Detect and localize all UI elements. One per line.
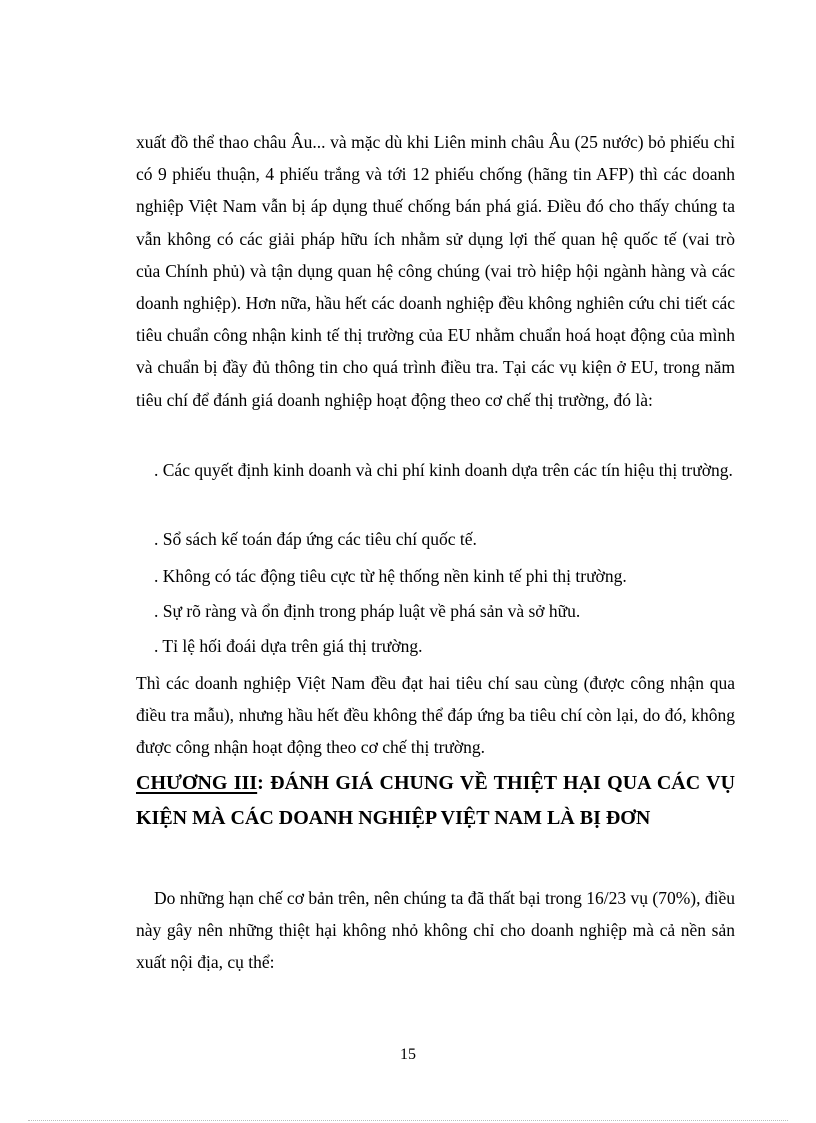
paragraph-intro: xuất đồ thể thao châu Âu... và mặc dù khi Liên minh châu Âu (25 nước) bỏ phiếu chỉ có 9 phiếu thuận, 4 phiếu trắng và tới 12 phiếu chống (hãng tin AFP) thì các doanh nghiệp Việt Nam vẫn bị áp dụng thuế chống bán phá giá. Điều đó cho thấy chúng ta vẫn không có các giải pháp hữu ích nhằm sử dụng lợi thế quan hệ quốc tế (vai trò của Chính phủ) và tận dụng quan hệ công chúng (vai trò hiệp hội ngành hàng và các doanh nghiệp). Hơn nữa, hầu hết các doanh nghiệp đều không nghiên cứu chi tiết các tiêu chuẩn công nhận kinh tế thị trường của EU nhằm chuẩn hoá hoạt động của mình và chuẩn bị đầy đủ thông tin cho quá trình điều tra. Tại các vụ kiện ở EU, trong năm tiêu chí để đánh giá doanh nghiệp hoạt động theo cơ chế thị trường, đó là: (136, 132, 735, 410)
chapter-title: : ĐÁNH GIÁ CHUNG VỀ THIỆT HẠI QUA CÁC VỤ KIỆN MÀ CÁC DOANH NGHIỆP VIỆT NAM LÀ BỊ ĐƠN (136, 772, 736, 829)
page-number: 15 (400, 1046, 416, 1063)
paragraph-closing: Do những hạn chế cơ bản trên, nên chúng ta đã thất bại trong 16/23 vụ (70%), điều này gây nên những thiệt hại không nhỏ không chỉ cho doanh nghiệp mà cả nền sản xuất nội địa, cụ thể: (136, 888, 736, 973)
criterion-item: . Sổ sách kế toán đáp ứng các tiêu chí quốc tế. (154, 529, 477, 549)
chapter-heading (136, 766, 735, 836)
criterion-item: . Sự rõ ràng và ổn định trong pháp luật về phá sản và sở hữu. (154, 601, 581, 621)
paragraph-conclusion: Thì các doanh nghiệp Việt Nam đều đạt hai tiêu chí sau cùng (được công nhận qua điều tra mẫu), nhưng hầu hết đều không thể đáp ứng ba tiêu chí còn lại, do đó, không được công nhận hoạt động theo cơ chế thị trường. (136, 673, 735, 758)
criterion-item: . Tỉ lệ hối đoái dựa trên giá thị trường. (154, 636, 423, 656)
criterion-item: . Các quyết định kinh doanh và chi phí kinh doanh dựa trên các tín hiệu thị trường. (154, 460, 733, 480)
footer-divider (28, 1120, 788, 1121)
criterion-item: . Không có tác động tiêu cực từ hệ thống nền kinh tế phi thị trường. (154, 566, 627, 586)
chapter-label: CHƯƠNG III (136, 772, 258, 794)
